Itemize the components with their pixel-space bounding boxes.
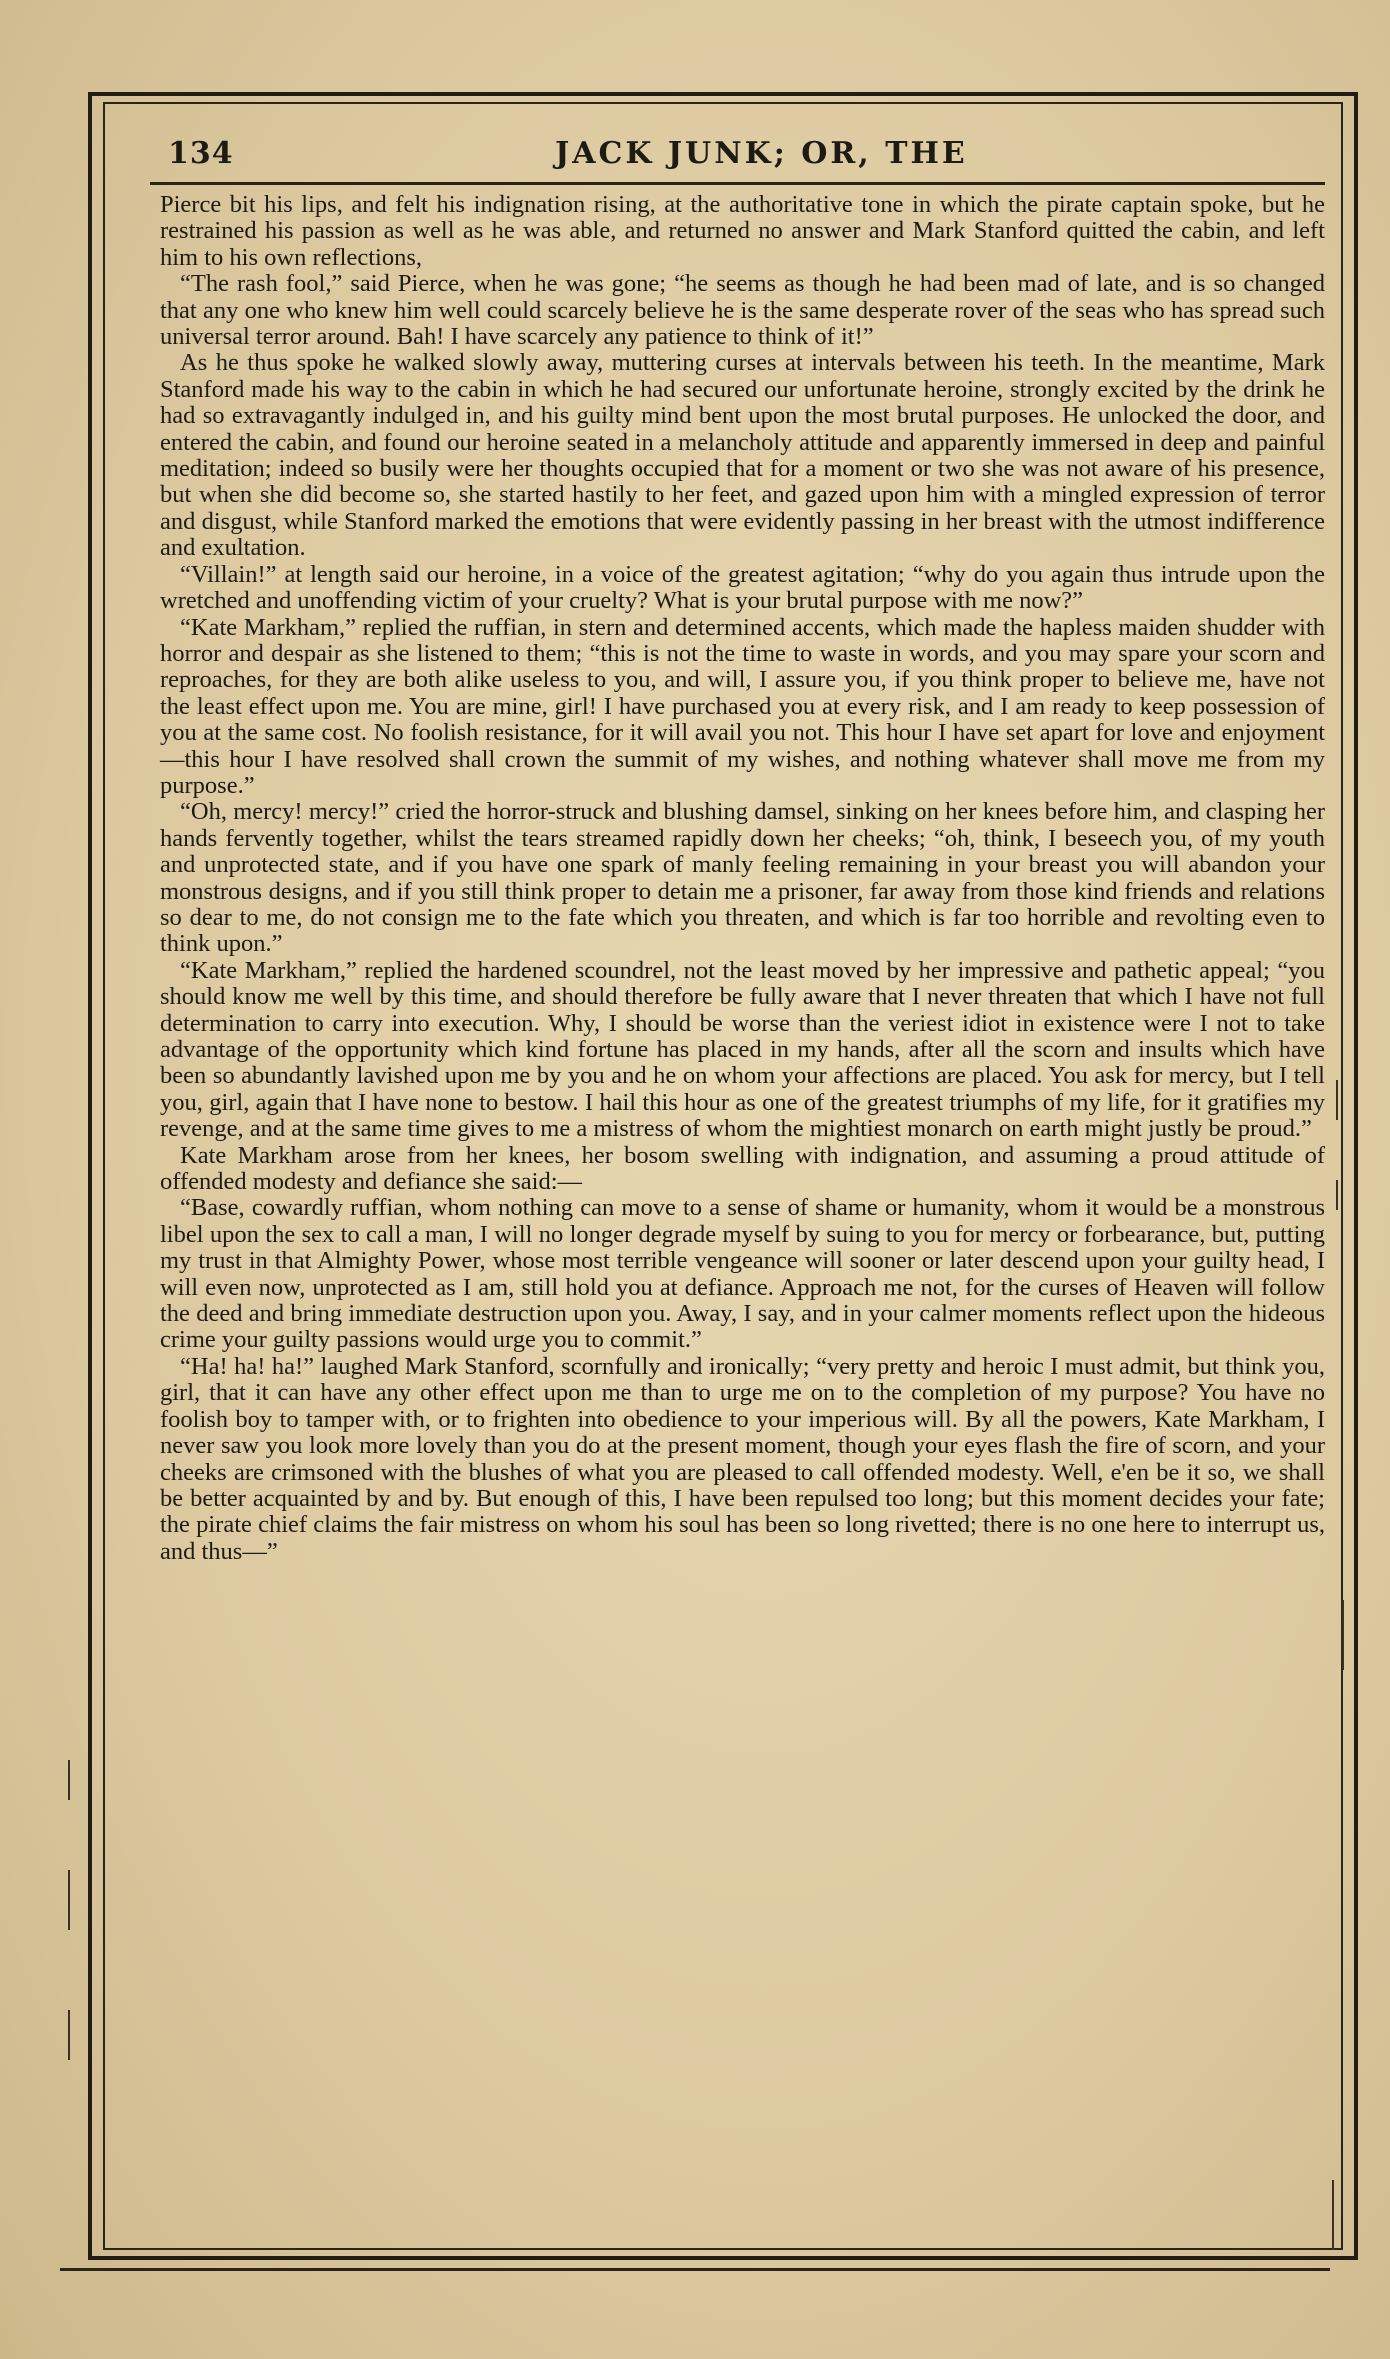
margin-mark xyxy=(68,1760,70,1800)
page-number: 134 xyxy=(168,136,234,171)
paragraph: “Oh, mercy! mercy!” cried the horror-struck and blushing damsel, sinking on her knees before him, and clasping her hands fervently together, whilst the tears streamed rapidly down her cheeks; “oh, think, I beseech you, of my youth and unprotected state, and if you have one spark of manly feeling remaining in your breast you will abandon your monstrous designs, and if you still think proper to detain me a prisoner, far away from those kind friends and relations so dear to me, do not consign me to the fate which you threaten, and which is far too horrible and revolting even to think upon.” xyxy=(160,798,1325,958)
running-head xyxy=(150,128,1320,176)
paragraph: “Kate Markham,” replied the hardened scoundrel, not the least moved by her impressive and pathetic appeal; “you should know me well by this time, and should therefore be fully aware that I never threaten that which I have not full determination to carry into execution. Why, I should be worse than the veriest idiot in existence were I not to take advantage of the opportunity which kind fortune has placed in my hands, after all the scorn and insults which have been so abundantly lavished upon me by you and he on whom your affections are placed. You ask for mercy, but I tell you, girl, again that I have none to bestow. I hail this hour as one of the greatest triumphs of my life, for it gratifies my revenge, and at the same time gives to me a mistress of whom the mightiest monarch on earth might justly be proud.” xyxy=(160,956,1325,1143)
header-rule xyxy=(150,182,1325,185)
paragraph: “Ha! ha! ha!” laughed Mark Stanford, scornfully and ironically; “very pretty and heroic I must admit, but think you, girl, that it can have any other effect upon me than to urge me on to the completion of my purpose? You have no foolish boy to tamper with, or to frighten into obedience to your imperious will. By all the powers, Kate Markham, I never saw you look more lovely than you do at the present moment, though your eyes flash the fire of scorn, and your cheeks are crimsoned with the blushes of what you are pleased to call offended modesty. Well, e'en be it so, we shall be better acquainted by and by. But enough of this, I have been repulsed too long; but this moment decides your fate; the pirate chief claims the fair mistress on whom his soul has been so long rivetted; there is no one here to interrupt us, and thus—” xyxy=(160,1352,1325,1565)
margin-mark xyxy=(68,1870,70,1930)
margin-mark xyxy=(68,2010,70,2060)
footer-rule xyxy=(60,2268,1330,2271)
paragraph: “Kate Markham,” replied the ruffian, in stern and determined accents, which made the hapless maiden shudder with horror and despair as she listened to them; “this is not the time to waste in words, and you may spare your scorn and reproaches, for they are both alike useless to you, and will, I assure you, if you think proper to believe me, have not the least effect upon me. You are mine, girl! I have purchased you at every risk, and I am ready to keep possession of you at the same cost. No foolish resistance, for it will avail you not. This hour I have set apart for love and enjoyment—this hour I have resolved shall crown the summit of my wishes, and nothing whatever shall move me from my purpose.” xyxy=(160,613,1325,799)
paragraph: Pierce bit his lips, and felt his indignation rising, at the authoritative tone in which the pirate captain spoke, but he restrained his passion as well as he was able, and returned no answer and Mark Stanford quitted the cabin, and left him to his own reflections, xyxy=(160,191,1325,271)
paragraph: Kate Markham arose from her knees, her bosom swelling with indignation, and assuming a proud attitude of offended modesty and defiance she said:— xyxy=(160,1141,1325,1196)
paragraph: As he thus spoke he walked slowly away, muttering curses at intervals between his teeth. In the meantime, Mark Stanford made his way to the cabin in which he had secured our unfortunate heroine, strongly excited by the drink he had so extravagantly indulged in, and his guilty mind bent upon the most brutal purposes. He unlocked the door, and entered the cabin, and found our heroine seated in a melancholy attitude and apparently immersed in deep and painful meditation; indeed so busily were her thoughts occupied that for a moment or two she was not aware of his presence, but when she did become so, she started hastily to her feet, and gazed upon him with a mingled expression of terror and disgust, while Stanford marked the emotions that were evidently passing in her breast with the utmost indifference and exultation. xyxy=(160,349,1325,562)
paragraph: “The rash fool,” said Pierce, when he was gone; “he seems as though he had been mad of late, and is so changed that any one who knew him well could scarcely believe he is the same desperate rover of the seas who has spread such universal terror around. Bah! I have scarcely any patience to think of it!” xyxy=(160,270,1325,351)
running-title: JACK JUNK; OR, THE xyxy=(555,136,968,171)
margin-mark xyxy=(1336,1080,1338,1120)
paragraph: “Villain!” at length said our heroine, in a voice of the greatest agitation; “why do you again thus intrude upon the wretched and unoffending victim of your cruelty? What is your brutal purpose with me now?” xyxy=(160,560,1325,615)
paragraph: “Base, cowardly ruffian, whom nothing can move to a sense of shame or humanity, whom it would be a monstrous libel upon the sex to call a man, I will no longer degrade myself by suing to you for mercy or forbearance, but, putting my trust in that Almighty Power, whose most terrible vengeance will sooner or later descend upon your guilty head, I will even now, unprotected as I am, still hold you at defiance. Approach me not, for the curses of Heaven will follow the deed and bring immediate destruction upon you. Away, I say, and in your calmer moments reflect upon the hideous crime your guilty passions would urge you to commit.” xyxy=(160,1194,1325,1354)
margin-mark xyxy=(1336,1180,1338,1210)
margin-mark xyxy=(1342,1600,1344,1670)
body-text xyxy=(160,192,1325,1565)
margin-mark xyxy=(1332,2180,1334,2250)
